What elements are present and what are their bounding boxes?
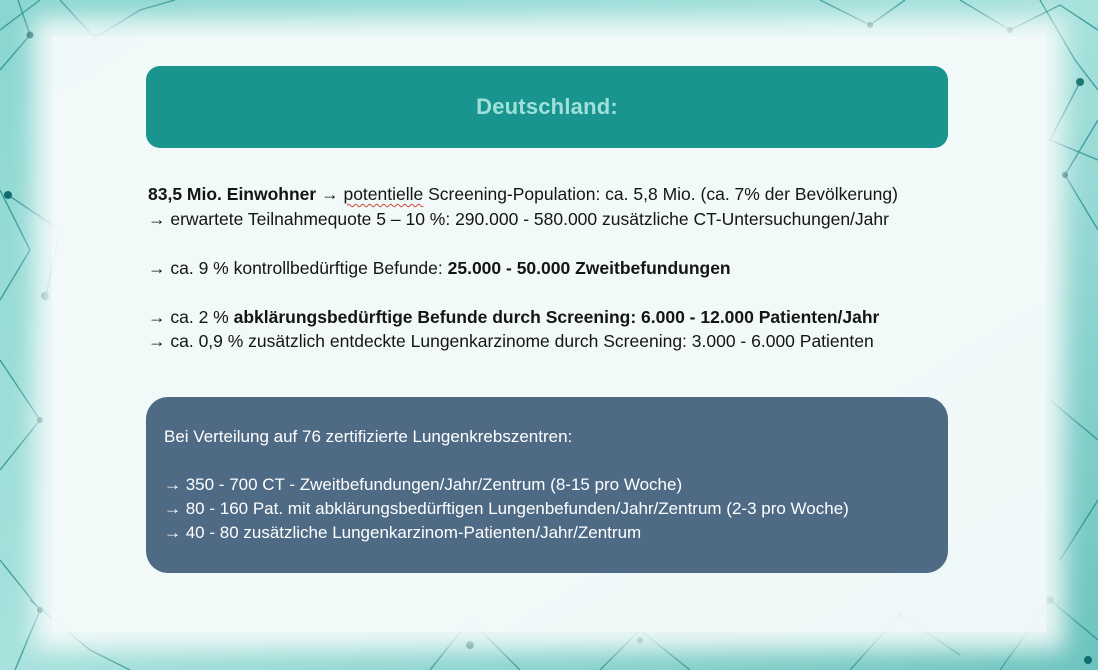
stats-line-3-bold: 25.000 - 50.000 Zweitbefundungen (447, 257, 731, 278)
stats-line-3-plain: → ca. 9 % kontrollbedürftige Befunde: (148, 257, 448, 278)
spellcheck-word: potentielle (343, 184, 424, 204)
distribution-item: → 40 - 80 zusätzliche Lungenkarzinom-Patienten/Jahr/Zentrum (164, 523, 642, 542)
arrow-glyph: → (316, 184, 344, 204)
stats-line-3 (148, 256, 1028, 281)
statistics-text (148, 182, 1028, 354)
stats-line-4-bold: abklärungsbedürftige Befunde durch Screening: 6.000 - 12.000 Patienten/Jahr (233, 306, 880, 327)
stats-line-2: → erwartete Teilnahmequote 5 – 10 %: 290.000 - 580.000 zusätzliche CT-Untersuchungen/Jahr (148, 208, 889, 229)
distribution-item: → 350 - 700 CT - Zweitbefundungen/Jahr/Zentrum (8-15 pro Woche) (164, 475, 683, 494)
slide-title: Deutschland: (476, 94, 618, 119)
title-banner (146, 66, 948, 148)
population-bold: 83,5 Mio. Einwohner (148, 184, 317, 204)
population-rest: Screening-Population: ca. 5,8 Mio. (ca. 7% der Bevölkerung) (423, 184, 898, 204)
distribution-item: → 80 - 160 Pat. mit abklärungsbedürftigen Lungenbefunden/Jahr/Zentrum (2-3 pro Woche) (164, 499, 849, 518)
stats-line-4 (148, 305, 1028, 330)
distribution-heading: Bei Verteilung auf 76 zertifizierte Lungenkrebszentren: (164, 427, 573, 446)
stats-line-5: → ca. 0,9 % zusätzlich entdeckte Lungenkarzinome durch Screening: 3.000 - 6.000 Patienten (148, 331, 874, 351)
stats-line-1 (148, 182, 1028, 207)
stats-line-4-plain: → ca. 2 % (148, 306, 234, 327)
distribution-box (146, 397, 948, 573)
